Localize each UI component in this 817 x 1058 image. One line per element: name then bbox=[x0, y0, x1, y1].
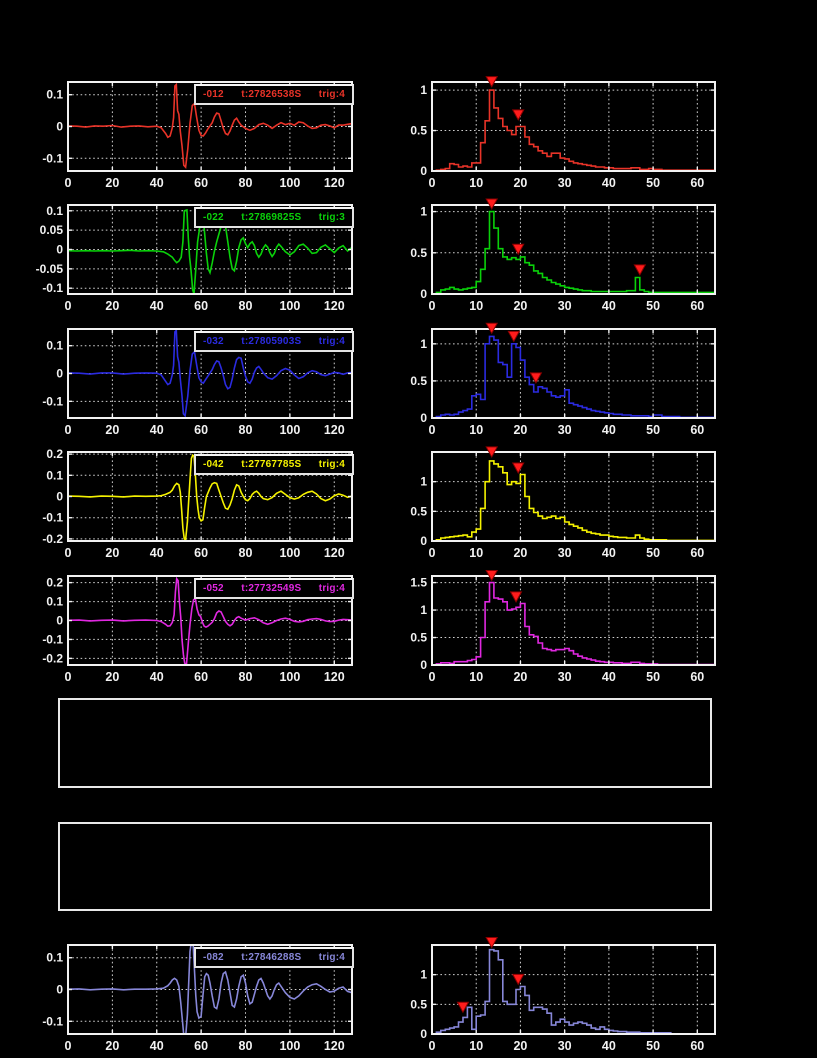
x-tick-label: 100 bbox=[279, 299, 301, 313]
x-tick-label: 0 bbox=[64, 670, 72, 684]
histogram-plot-spec-042 bbox=[386, 440, 725, 570]
x-tick-label: 40 bbox=[149, 1039, 164, 1053]
x-tick-label: 20 bbox=[105, 1039, 120, 1053]
histogram-plot-spec-082 bbox=[386, 933, 725, 1058]
x-tick-label: 20 bbox=[513, 546, 528, 560]
x-tick-label: 60 bbox=[194, 423, 209, 437]
y-tick-label: 0.05 bbox=[39, 223, 63, 238]
peak-marker-icon bbox=[486, 199, 497, 209]
x-tick-label: 60 bbox=[690, 299, 705, 313]
x-tick-label: 40 bbox=[149, 546, 164, 560]
axes-frame bbox=[432, 205, 715, 294]
histogram-svg bbox=[386, 193, 725, 318]
peak-marker-icon bbox=[511, 592, 522, 602]
peak-marker-icon bbox=[530, 373, 541, 383]
x-tick-label: 0 bbox=[64, 176, 72, 190]
x-tick-label: 80 bbox=[238, 423, 253, 437]
x-tick-label: 120 bbox=[323, 670, 345, 684]
y-tick-label: 0 bbox=[420, 534, 427, 548]
waveform-plot-wave-052 bbox=[22, 564, 362, 694]
x-tick-label: 20 bbox=[513, 299, 528, 313]
peak-marker-icon bbox=[513, 463, 524, 473]
x-tick-label: 0 bbox=[64, 299, 72, 313]
peak-marker-icon bbox=[508, 331, 519, 341]
y-tick-label: -0.1 bbox=[42, 1014, 63, 1029]
histogram-svg bbox=[386, 317, 725, 442]
x-tick-label: 10 bbox=[469, 670, 484, 684]
spectrum-trace bbox=[432, 336, 715, 418]
y-tick-label: -0.2 bbox=[42, 651, 63, 666]
y-tick-label: 1 bbox=[420, 336, 427, 351]
x-tick-label: 120 bbox=[323, 299, 345, 313]
x-tick-label: 80 bbox=[238, 670, 253, 684]
y-tick-label: 1 bbox=[420, 204, 427, 219]
spectrum-trace bbox=[432, 461, 715, 541]
x-tick-label: 50 bbox=[646, 546, 661, 560]
x-tick-label: 40 bbox=[149, 423, 164, 437]
histogram-plot-spec-012 bbox=[386, 70, 725, 200]
y-tick-label: -0.1 bbox=[42, 151, 63, 166]
y-tick-label: -0.1 bbox=[42, 510, 63, 525]
x-tick-label: 20 bbox=[105, 423, 120, 437]
x-tick-label: 20 bbox=[513, 670, 528, 684]
y-tick-label: 1 bbox=[420, 83, 427, 98]
y-tick-label: -0.1 bbox=[42, 281, 63, 296]
x-tick-label: 40 bbox=[601, 423, 616, 437]
x-tick-label: 60 bbox=[690, 670, 705, 684]
waveform-plot-wave-042 bbox=[22, 440, 362, 570]
histogram-plot-spec-052 bbox=[386, 564, 725, 694]
legend-time: t:27732549S bbox=[241, 583, 302, 594]
x-tick-label: 60 bbox=[690, 546, 705, 560]
x-tick-label: 0 bbox=[428, 176, 436, 190]
x-tick-label: 50 bbox=[646, 299, 661, 313]
histogram-plot-spec-022 bbox=[386, 193, 725, 323]
x-tick-label: 0 bbox=[64, 546, 72, 560]
legend-trig: trig:4 bbox=[318, 952, 345, 963]
x-tick-label: 0 bbox=[64, 1039, 72, 1053]
x-tick-label: 50 bbox=[646, 670, 661, 684]
waveform-plot-wave-032 bbox=[22, 317, 362, 447]
empty-panel-2 bbox=[58, 822, 712, 911]
histogram-svg bbox=[386, 70, 725, 195]
x-tick-label: 30 bbox=[557, 299, 572, 313]
x-tick-label: 50 bbox=[646, 423, 661, 437]
y-tick-label: 0 bbox=[420, 658, 427, 672]
y-tick-label: 0.2 bbox=[46, 447, 63, 462]
y-tick-label: 0 bbox=[420, 1027, 427, 1041]
x-tick-label: 100 bbox=[279, 423, 301, 437]
legend-time: t:27767785S bbox=[241, 459, 302, 470]
y-tick-label: 0.2 bbox=[46, 575, 63, 590]
legend-wave-022 bbox=[194, 207, 354, 228]
y-tick-label: 0 bbox=[56, 242, 63, 257]
legend-wave-032 bbox=[194, 331, 354, 352]
peak-marker-icon bbox=[513, 110, 524, 120]
x-tick-label: 50 bbox=[646, 176, 661, 190]
x-tick-label: 120 bbox=[323, 546, 345, 560]
x-tick-label: 0 bbox=[428, 1039, 436, 1053]
legend-channel: -042 bbox=[203, 459, 224, 470]
x-tick-label: 10 bbox=[469, 1039, 484, 1053]
legend-time: t:27846288S bbox=[241, 952, 302, 963]
y-tick-label: 0.1 bbox=[46, 594, 63, 609]
x-tick-label: 40 bbox=[601, 299, 616, 313]
x-tick-label: 60 bbox=[194, 176, 209, 190]
waveform-plot-wave-012 bbox=[22, 70, 362, 200]
x-tick-label: 100 bbox=[279, 670, 301, 684]
x-tick-label: 0 bbox=[428, 670, 436, 684]
y-tick-label: 0 bbox=[420, 411, 427, 425]
peak-marker-icon bbox=[486, 938, 497, 948]
y-tick-label: 0.5 bbox=[410, 630, 427, 645]
x-tick-label: 10 bbox=[469, 546, 484, 560]
x-tick-label: 80 bbox=[238, 176, 253, 190]
x-tick-label: 60 bbox=[194, 670, 209, 684]
legend-time: t:27805903S bbox=[241, 336, 302, 347]
x-tick-label: 40 bbox=[149, 299, 164, 313]
spectrum-trace bbox=[432, 583, 715, 665]
y-tick-label: 1 bbox=[420, 603, 427, 618]
x-tick-label: 120 bbox=[323, 176, 345, 190]
histogram-svg bbox=[386, 440, 725, 565]
x-tick-label: 30 bbox=[557, 670, 572, 684]
x-tick-label: 40 bbox=[601, 670, 616, 684]
peak-marker-icon bbox=[513, 244, 524, 254]
x-tick-label: 30 bbox=[557, 546, 572, 560]
x-tick-label: 40 bbox=[601, 546, 616, 560]
empty-panel-1 bbox=[58, 698, 712, 788]
axes-frame bbox=[432, 82, 715, 171]
legend-trig: trig:4 bbox=[318, 89, 345, 100]
x-tick-label: 120 bbox=[323, 423, 345, 437]
x-tick-label: 0 bbox=[428, 546, 436, 560]
x-tick-label: 0 bbox=[428, 423, 436, 437]
histogram-svg bbox=[386, 564, 725, 689]
y-tick-label: -0.05 bbox=[35, 261, 63, 276]
x-tick-label: 30 bbox=[557, 1039, 572, 1053]
x-tick-label: 0 bbox=[428, 299, 436, 313]
legend-wave-052 bbox=[194, 578, 354, 599]
y-tick-label: 0.5 bbox=[410, 123, 427, 138]
y-tick-label: 0 bbox=[56, 366, 63, 381]
y-tick-label: 1 bbox=[420, 474, 427, 489]
legend-time: t:27826538S bbox=[241, 89, 302, 100]
waveform-plot-wave-022 bbox=[22, 193, 362, 323]
legend-trig: trig:4 bbox=[318, 336, 345, 347]
x-tick-label: 10 bbox=[469, 299, 484, 313]
y-tick-label: 0 bbox=[56, 489, 63, 504]
x-tick-label: 40 bbox=[601, 176, 616, 190]
y-tick-label: 0.5 bbox=[410, 997, 427, 1012]
x-tick-label: 60 bbox=[194, 299, 209, 313]
axes-frame bbox=[432, 945, 715, 1034]
x-tick-label: 120 bbox=[323, 1039, 345, 1053]
x-tick-label: 80 bbox=[238, 1039, 253, 1053]
peak-marker-icon bbox=[513, 974, 524, 984]
y-tick-label: 0.5 bbox=[410, 373, 427, 388]
x-tick-label: 60 bbox=[690, 176, 705, 190]
x-tick-label: 100 bbox=[279, 1039, 301, 1053]
legend-wave-082 bbox=[194, 947, 354, 968]
x-tick-label: 60 bbox=[194, 1039, 209, 1053]
x-tick-label: 0 bbox=[64, 423, 72, 437]
x-tick-label: 60 bbox=[690, 1039, 705, 1053]
y-tick-label: 0 bbox=[56, 982, 63, 997]
peak-marker-icon bbox=[634, 265, 645, 275]
legend-wave-012 bbox=[194, 84, 354, 105]
y-tick-label: 0.5 bbox=[410, 504, 427, 519]
legend-channel: -082 bbox=[203, 952, 224, 963]
x-tick-label: 20 bbox=[105, 546, 120, 560]
y-tick-label: 0.1 bbox=[46, 87, 63, 102]
legend-trig: trig:4 bbox=[318, 583, 345, 594]
legend-channel: -052 bbox=[203, 583, 224, 594]
spectrum-trace bbox=[432, 950, 715, 1034]
x-tick-label: 50 bbox=[646, 1039, 661, 1053]
x-tick-label: 20 bbox=[513, 423, 528, 437]
x-tick-label: 60 bbox=[194, 546, 209, 560]
y-tick-label: 1.5 bbox=[410, 575, 427, 590]
x-tick-label: 10 bbox=[469, 176, 484, 190]
x-tick-label: 100 bbox=[279, 176, 301, 190]
x-tick-label: 30 bbox=[557, 176, 572, 190]
x-tick-label: 40 bbox=[149, 176, 164, 190]
legend-time: t:27869825S bbox=[241, 212, 302, 223]
legend-trig: trig:3 bbox=[318, 212, 345, 223]
legend-wave-042 bbox=[194, 454, 354, 475]
x-tick-label: 20 bbox=[105, 299, 120, 313]
y-tick-label: -0.2 bbox=[42, 531, 63, 546]
y-tick-label: 0 bbox=[420, 164, 427, 178]
y-tick-label: 0.1 bbox=[46, 950, 63, 965]
legend-trig: trig:4 bbox=[318, 459, 345, 470]
axes-frame bbox=[432, 452, 715, 541]
x-tick-label: 100 bbox=[279, 546, 301, 560]
legend-channel: -032 bbox=[203, 336, 224, 347]
x-tick-label: 20 bbox=[105, 670, 120, 684]
x-tick-label: 20 bbox=[513, 176, 528, 190]
x-tick-label: 20 bbox=[105, 176, 120, 190]
y-tick-label: 0 bbox=[420, 287, 427, 301]
x-tick-label: 80 bbox=[238, 546, 253, 560]
x-tick-label: 40 bbox=[149, 670, 164, 684]
x-tick-label: 80 bbox=[238, 299, 253, 313]
legend-channel: -022 bbox=[203, 212, 224, 223]
y-tick-label: 0.5 bbox=[410, 245, 427, 260]
x-tick-label: 60 bbox=[690, 423, 705, 437]
y-tick-label: 0 bbox=[56, 119, 63, 134]
y-tick-label: -0.1 bbox=[42, 394, 63, 409]
waveform-plot-wave-082 bbox=[22, 933, 362, 1058]
x-tick-label: 10 bbox=[469, 423, 484, 437]
y-tick-label: 1 bbox=[420, 967, 427, 982]
x-tick-label: 20 bbox=[513, 1039, 528, 1053]
legend-channel: -012 bbox=[203, 89, 224, 100]
y-tick-label: 0.1 bbox=[46, 338, 63, 353]
y-tick-label: 0.1 bbox=[46, 203, 63, 218]
y-tick-label: 0 bbox=[56, 613, 63, 628]
x-tick-label: 30 bbox=[557, 423, 572, 437]
x-tick-label: 40 bbox=[601, 1039, 616, 1053]
histogram-plot-spec-032 bbox=[386, 317, 725, 447]
histogram-svg bbox=[386, 933, 725, 1058]
y-tick-label: 0.1 bbox=[46, 468, 63, 483]
y-tick-label: -0.1 bbox=[42, 632, 63, 647]
